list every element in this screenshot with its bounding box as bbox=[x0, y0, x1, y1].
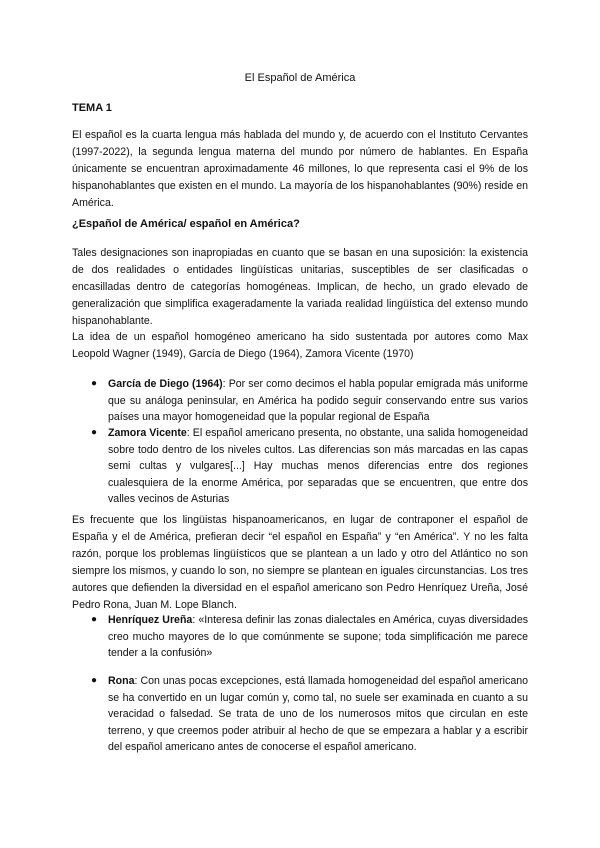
author-name: Rona bbox=[108, 675, 135, 687]
author-quote: : Por ser como decimos el habla popular emigrada más uniforme que su análoga peninsular, en América ha podido seguir conservando entre sus varios países una mayor homogeneidad que la popular regional de España bbox=[108, 378, 528, 423]
author-name: Henríquez Ureña bbox=[108, 614, 193, 626]
section-heading: TEMA 1 bbox=[72, 102, 112, 114]
list-item-henriquez bbox=[91, 612, 529, 662]
bullet-icon: ● bbox=[91, 427, 98, 438]
list-item-rona bbox=[91, 673, 528, 756]
author-quote: : Con unas pocas excepciones, está llamada homogeneidad del español americano se ha convertido en un lugar común y, como tal, no suele ser examinada en cuanto a su veracidad o falsedad. Se trata de uno de los numerosos mitos que circulan en este terreno, y que creemos poder atribuir al hecho de que se empezara a hablar y a escribir del español americano antes de conocerse el español americano. bbox=[108, 675, 528, 753]
paragraph-homogeneo: La idea de un español homogéneo americano ha sido sustentada por autores como Max Leopold Wagner (1949), García de Diego (1964), Zamora Vicente (1970) bbox=[72, 331, 528, 360]
bullet-icon: ● bbox=[91, 378, 98, 389]
author-quote: : «Interesa definir las zonas dialectales en América, cuyas diversidades creo mucho mayores de lo que comúnmente se supone; toda simplificación me parece tender a la confusión» bbox=[108, 614, 529, 659]
paragraph-diversidad: Es frecuente que los lingüistas hispanoamericanos, en lugar de contraponer el español de España y el de América, prefieran decir “el español en España” y “en América”. Y no les falta razón, porque los problemas lingüísticos que se plantean a un lado y otro del Atlántico no son siempre los mismos, y cuando lo son, no siempre se plantean en iguales circunstancias. Los tres autores que defienden la diversidad en el español americano son Pedro Henríquez Ureña, José Pedro Rona, Juan M. Lope Blanch. bbox=[72, 514, 528, 611]
author-quote: : El español americano presenta, no obstante, una salida homogeneidad sobre todo dentro de los niveles cultos. Las diferencias son más marcadas en las capas semi cultas y vulgares[...] Hay muchas menos diferencias entre dos regiones cualesquiera de la enorme América, por separadas que se encuentren, que entre dos valles vecinos de Asturias bbox=[108, 427, 528, 505]
author-name: García de Diego (1964) bbox=[108, 378, 223, 390]
list-item-zamora bbox=[91, 425, 528, 508]
paragraph-designaciones: Tales designaciones son inapropiadas en cuanto que se basan en una suposición: la existencia de dos realidades o entidades lingüísticas unitarias, susceptibles de ser clasificadas o encasilladas dentro de categorías homogéneas. Implican, de hecho, un grado elevado de generalización que simplifica exageradamente la variada realidad lingüística del extenso mundo hispanohablante. bbox=[72, 247, 528, 327]
page-title: El Español de América bbox=[244, 72, 356, 84]
bullet-icon: ● bbox=[91, 614, 98, 625]
author-name: Zamora Vicente bbox=[108, 427, 187, 439]
bullet-icon: ● bbox=[91, 675, 98, 686]
question-heading: ¿Español de América/ español en América? bbox=[72, 218, 300, 230]
intro-paragraph: El español es la cuarta lengua más hablada del mundo y, de acuerdo con el Instituto Cervantes (1997-2022), la segunda lengua materna del mundo por número de hablantes. En España únicamente se encuentran aproximadamente 46 millones, lo que representa casi el 9% de los hispanohablantes que existen en el mundo. La mayoría de los hispanohablantes (90%) reside en América. bbox=[72, 129, 528, 209]
list-item-garcia bbox=[91, 376, 528, 426]
